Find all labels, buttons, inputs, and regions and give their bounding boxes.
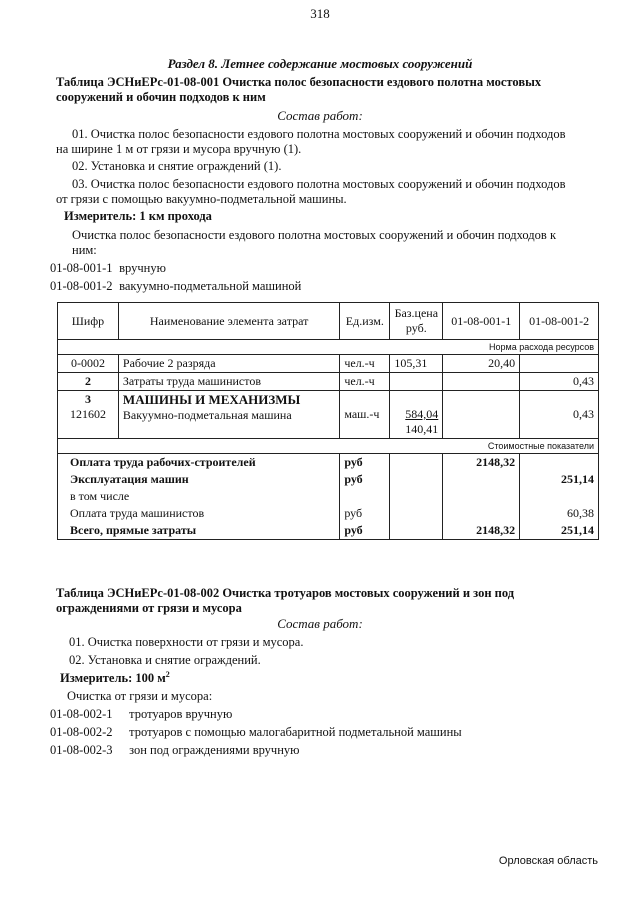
total-value-1 [443, 488, 520, 505]
total-name: Оплата труда машинистов [58, 505, 340, 522]
table1-desc-line2: ним: [72, 243, 97, 257]
norm-caption-row [58, 340, 599, 355]
table1-item-1a: 01. Очистка полос безопасности ездового полотна мостовых сооружений и обочин подходов [72, 127, 566, 141]
code-number: 01-08-002-2 [50, 725, 113, 739]
total-unit: руб [340, 454, 390, 472]
code-label: зон под ограждениями вручную [129, 743, 300, 757]
total-empty [390, 454, 443, 472]
row-value-1-group [443, 391, 520, 439]
row-cipher: 3 [84, 392, 91, 406]
table2-composition-header: Состав работ: [277, 616, 363, 631]
total-value-2: 251,14 [520, 522, 599, 540]
total-empty [390, 471, 443, 488]
total-value-1: 2148,32 [443, 522, 520, 540]
row-value-2 [520, 355, 599, 373]
meter-text: Измеритель: 100 м [60, 671, 166, 686]
table2-code-1 [50, 707, 232, 722]
cost-table-header [58, 303, 599, 340]
total-value-1 [443, 471, 520, 488]
table1-code-2 [50, 279, 301, 294]
table-row [58, 373, 599, 391]
code-label: тротуаров с помощью малогабаритной подметальной машины [129, 725, 462, 739]
cost-caption: Стоимостные показатели [58, 439, 599, 454]
row-name: МАШИНЫ И МЕХАНИЗМЫ [122, 392, 301, 407]
total-value-2: 251,14 [520, 471, 599, 488]
total-name: в том числе [58, 488, 340, 505]
table1-code-1 [50, 261, 166, 276]
norm-caption: Норма расхода ресурсов [58, 340, 599, 355]
code-number: 01-08-002-3 [50, 743, 113, 757]
total-row [58, 522, 599, 540]
table2-meter [60, 670, 170, 686]
row-value-2: 0,43 [520, 373, 599, 391]
total-name: Оплата труда рабочих-строителей [58, 454, 340, 472]
header-base-price [390, 303, 443, 340]
footer-region: Орловская область [498, 855, 598, 867]
header-base-price-line1: Баз.цена [394, 306, 439, 320]
section-title: Раздел 8. Летнее содержание мостовых сооружений [167, 56, 473, 71]
table1-composition-header: Состав работ: [277, 108, 363, 123]
table2-title-line2: ограждениями от грязи и мусора [56, 601, 242, 615]
row-cipher-group [58, 391, 119, 439]
table1-item-3a: 03. Очистка полос безопасности ездового полотна мостовых сооружений и обочин подходов [72, 177, 566, 191]
row-value-1 [443, 373, 520, 391]
table1-meter: Измеритель: 1 км прохода [64, 209, 212, 223]
table1-title-line2: сооружений и обочин подходов к ним [56, 90, 266, 104]
total-empty [390, 505, 443, 522]
cost-table [57, 302, 599, 540]
row-name: Вакуумно-подметальная машина [122, 408, 292, 422]
table2-desc: Очистка от грязи и мусора: [67, 689, 213, 703]
row-unit: маш.-ч [344, 407, 380, 421]
table2-code-3 [50, 743, 300, 758]
row-unit-group [340, 391, 390, 439]
table1-desc-line1: Очистка полос безопасности ездового полотна мостовых сооружений и обочин подходов к [72, 228, 557, 242]
header-name: Наименование элемента затрат [118, 303, 339, 340]
total-value-2 [520, 454, 599, 472]
header-cipher: Шифр [58, 303, 119, 340]
table2-code-2 [50, 725, 462, 740]
header-col1: 01-08-001-1 [443, 303, 520, 340]
table1-item-3b: от грязи с помощью вакуумно-подметальной машины. [56, 192, 347, 206]
code-label: вручную [119, 261, 166, 275]
row-cipher: 0-0002 [58, 355, 119, 373]
row-price [390, 373, 443, 391]
total-value-1: 2148,32 [443, 454, 520, 472]
total-empty [390, 488, 443, 505]
row-price-2: 140,41 [405, 422, 439, 436]
header-unit: Ед.изм. [340, 303, 390, 340]
row-cipher: 121602 [69, 407, 106, 421]
header-base-price-line2: руб. [405, 321, 427, 335]
table2-item-2: 02. Установка и снятие ограждений. [69, 653, 261, 667]
total-row [58, 488, 599, 505]
table-row [58, 391, 599, 439]
table1-item-1b: на ширине 1 м от грязи и мусора вручную (1). [56, 142, 302, 156]
row-price: 584,04 [405, 407, 439, 421]
table2-item-1: 01. Очистка поверхности от грязи и мусора. [69, 635, 304, 649]
row-value-1: 20,40 [443, 355, 520, 373]
total-row [58, 471, 599, 488]
total-name: Всего, прямые затраты [58, 522, 340, 540]
total-unit: руб [340, 505, 390, 522]
cost-caption-row [58, 439, 599, 454]
row-value-2-group [520, 391, 599, 439]
code-number: 01-08-001-1 [50, 261, 113, 275]
header-col2: 01-08-001-2 [520, 303, 599, 340]
code-label: тротуаров вручную [129, 707, 233, 721]
total-value-1 [443, 505, 520, 522]
row-name-group [118, 391, 339, 439]
row-unit: чел.-ч [340, 355, 390, 373]
row-name: Затраты труда машинистов [118, 373, 339, 391]
meter-sup: 2 [165, 670, 170, 679]
table2-title-line1: Таблица ЭСНиЕРс-01-08-002 Очистка тротуаров мостовых сооружений и зон под [56, 586, 515, 600]
code-label: вакуумно-подметальной машиной [119, 279, 302, 293]
row-price: 105,31 [390, 355, 443, 373]
table1-title-line1: Таблица ЭСНиЕРс-01-08-001 Очистка полос безопасности ездового полотна мостовых [56, 75, 542, 89]
total-row [58, 505, 599, 522]
total-unit: руб [340, 471, 390, 488]
code-number: 01-08-001-2 [50, 279, 113, 293]
total-value-2: 60,38 [520, 505, 599, 522]
total-unit [340, 488, 390, 505]
table-row [58, 355, 599, 373]
row-unit: чел.-ч [340, 373, 390, 391]
row-cipher: 2 [58, 373, 119, 391]
row-name: Рабочие 2 разряда [118, 355, 339, 373]
total-empty [390, 522, 443, 540]
code-number: 01-08-002-1 [50, 707, 113, 721]
total-unit: руб [340, 522, 390, 540]
total-value-2 [520, 488, 599, 505]
total-row [58, 454, 599, 472]
row-price-group [390, 391, 443, 439]
total-name: Эксплуатация машин [58, 471, 340, 488]
row-value-2: 0,43 [573, 407, 594, 421]
page-number: 318 [310, 6, 330, 21]
table1-item-2: 02. Установка и снятие ограждений (1). [72, 159, 282, 173]
